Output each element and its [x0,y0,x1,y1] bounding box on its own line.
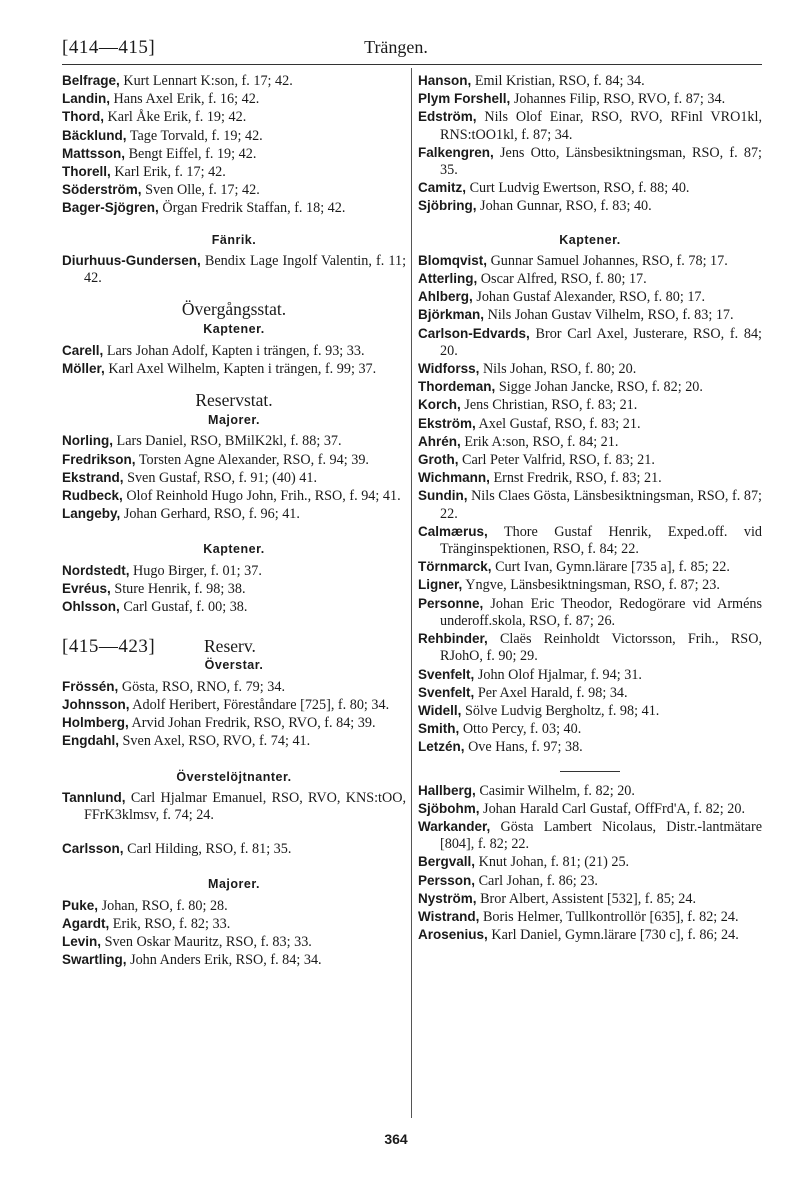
entry-surname: Bergvall, [418,854,476,870]
section-heading-kaptener: Kaptener. [203,322,265,337]
section-reserv [62,636,406,658]
register-entry [418,72,762,90]
section-range: [415—423] [62,636,156,658]
entry-details: Sven Olle, f. 17; 42. [145,182,260,199]
register-entry [418,926,762,944]
entry-details: Olof Reinhold Hugo John, Frih., RSO, f. 94; 41. [126,488,401,505]
entry-details: Sigge Johan Jancke, RSO, f. 82; 20. [498,379,703,396]
entry-surname: Diurhuus-Gundersen, [62,252,201,268]
entry-surname: Calmærus, [418,523,488,539]
entry-details: Sven Gustaf, RSO, f. 91; (40) 41. [127,469,318,486]
entry-details: Torsten Agne Alexander, RSO, f. 94; 39. [138,451,369,468]
entry-surname: Langeby, [62,506,121,522]
section-heading-kaptener: Kaptener. [559,232,621,247]
register-entry [62,145,406,163]
entry-surname: Ligner, [418,577,463,593]
entry-details: Bror Carl Axel, Justerare, RSO, f. 84; 20. [440,325,762,359]
entry-details: Per Axel Harald, f. 98; 34. [477,684,628,701]
entry-surname: Ohlsson, [62,599,120,615]
entry-details: Örgan Fredrik Staffan, f. 18; 42. [162,200,346,217]
register-entry [62,90,406,108]
register-entry [62,505,406,523]
entry-surname: Widell, [418,702,462,718]
entry-details: Erik A:son, RSO, f. 84; 21. [464,433,619,450]
entry-details: Claës Reinholdt Victorsson, Frih., RSO, RJohO, f. 90; 29. [440,631,762,665]
entry-surname: Holmberg, [62,715,129,731]
entry-surname: Svenfelt, [418,666,475,682]
entry-details: Bengt Eiffel, f. 19; 42. [128,145,257,162]
entry-details: Axel Gustaf, RSO, f. 83; 21. [478,415,641,432]
page-range: [414—415] [62,37,156,58]
entry-details: Erik, RSO, f. 82; 33. [112,915,231,932]
entry-details: Otto Percy, f. 03; 40. [462,721,582,738]
register-entry [62,714,406,732]
register-entry [418,782,762,800]
register-entry [418,738,762,756]
register-entry [418,415,762,433]
entry-details: Nils Johan, RSO, f. 80; 20. [482,361,637,378]
entry-surname: Edström, [418,109,477,125]
entry-surname: Hanson, [418,73,472,88]
entry-surname: Möller, [62,360,105,376]
register-entry [418,872,762,890]
entry-surname: Nordstedt, [62,562,130,578]
register-entry [62,897,406,915]
register-entry [418,252,762,270]
entry-details: Curt Ludvig Ewertson, RSO, f. 88; 40. [469,180,690,197]
entry-details: Carl Gustaf, f. 00; 38. [123,599,248,616]
section-heading-reservstat: Reservstat. [195,390,273,411]
register-entry [62,933,406,951]
entry-surname: Blomqvist, [418,252,488,268]
entry-surname: Bager-Sjögren, [62,200,159,216]
entry-details: Carl Johan, f. 86; 23. [478,872,598,889]
entry-surname: Ahlberg, [418,289,473,305]
entry-surname: Agardt, [62,915,110,931]
entry-details: Johannes Filip, RSO, RVO, f. 87; 34. [513,91,726,108]
register-entry [62,199,406,217]
entry-details: Ove Hans, f. 97; 38. [468,739,583,756]
entry-details: Lars Johan Adolf, Kapten i trängen, f. 93; 33. [106,342,365,359]
entry-surname: Carlsson, [62,841,124,857]
entry-surname: Fredrikson, [62,451,136,467]
entry-surname: Belfrage, [62,73,120,88]
entry-surname: Sjöbring, [418,198,477,214]
register-entry [418,288,762,306]
entry-details: Karl Erik, f. 17; 42. [114,164,226,181]
register-entry [62,598,406,616]
entry-details: Nils Olof Einar, RSO, RVO, RFinl VRO1kl, RNS:tOO1kl, f. 87; 34. [440,109,762,143]
entry-surname: Svenfelt, [418,684,475,700]
register-entry [418,523,762,558]
register-entry [418,360,762,378]
entry-details: Johan Gustaf Alexander, RSO, f. 80; 17. [476,289,706,306]
entry-surname: Frössén, [62,678,119,694]
entry-details: Arvid Johan Fredrik, RSO, RVO, f. 84; 39. [131,715,376,732]
entry-surname: Ahrén, [418,433,461,449]
column-divider [411,68,412,1118]
register-entry [418,800,762,818]
register-entry [418,108,762,143]
entry-details: Carl Hilding, RSO, f. 81; 35. [127,841,292,858]
entry-details: Bendix Lage Ingolf Valentin, f. 11; 42. [84,252,407,287]
entry-surname: Persson, [418,872,476,888]
page-number: 364 [384,1131,408,1147]
entry-details: Nils Johan Gustav Vilhelm, RSO, f. 83; 17. [487,307,734,324]
register-entry [418,908,762,926]
entry-details: Jens Otto, Länsbesiktningsman, RSO, f. 87; 35. [440,144,763,179]
section-heading-overgangsstat: Övergångsstat. [181,299,287,320]
entry-surname: Warkander, [418,818,491,834]
entry-surname: Nyström, [418,890,477,906]
section-heading-overstar: Överstar. [204,658,264,673]
entry-surname: Letzén, [418,739,465,755]
entry-details: Johan Eric Theodor, Redogörare vid Arméns underoff.skola, RSO, f. 87; 26. [440,595,762,629]
entry-details: Boris Helmer, Tullkontrollör [635], f. 82; 24. [482,908,739,925]
register-entry [418,666,762,684]
entry-details: Hans Axel Erik, f. 16; 42. [113,91,260,108]
register-entry [62,580,406,598]
entry-surname: Korch, [418,397,461,413]
right-column [418,72,762,944]
left-column [62,72,406,969]
register-entry [418,90,762,108]
register-entry [62,72,406,90]
entry-details: Gösta, RSO, RNO, f. 79; 34. [121,678,285,695]
entry-details: Lars Daniel, RSO, BMilK2kl, f. 88; 37. [116,433,342,450]
entry-details: Carl Peter Valfrid, RSO, f. 83; 21. [462,452,655,469]
entry-details: Adolf Heribert, Föreståndare [725], f. 80; 34. [132,696,390,713]
register-entry [418,720,762,738]
register-entry [62,432,406,450]
register-entry [418,702,762,720]
register-entry [62,915,406,933]
register-entry [418,325,762,360]
register-entry [62,678,406,696]
entry-surname: Johnsson, [62,696,130,712]
register-entry [418,144,762,179]
entry-details: Johan Gerhard, RSO, f. 96; 41. [123,506,300,523]
entry-details: Yngve, Länsbesiktningsman, RSO, f. 87; 23. [465,577,720,594]
register-entry [418,270,762,288]
entry-details: Sven Oskar Mauritz, RSO, f. 83; 33. [104,933,312,950]
section-heading-overstelojtnanter: Överstelöjtnanter. [176,769,292,784]
entry-details: Jens Christian, RSO, f. 83; 21. [464,397,638,414]
entry-surname: Rudbeck, [62,488,123,504]
register-entry [418,306,762,324]
section-heading-majorer: Majorer. [208,413,260,428]
entry-details: Bror Albert, Assistent [532], f. 85; 24. [480,890,697,907]
entry-details: Tage Torvald, f. 19; 42. [129,127,263,144]
register-entry [418,558,762,576]
entry-surname: Falkengren, [418,144,494,160]
register-entry [62,696,406,714]
register-entry [418,853,762,871]
register-entry [62,342,406,360]
section-divider [560,771,620,772]
entry-details: Hugo Birger, f. 01; 37. [133,562,262,579]
entry-details: Karl Daniel, Gymn.lärare [730 c], f. 86; 24. [491,927,739,944]
entry-details: Johan Gunnar, RSO, f. 83; 40. [480,198,652,215]
register-entry [62,108,406,126]
entry-details: Johan, RSO, f. 80; 28. [101,897,228,914]
entry-details: John Anders Erik, RSO, f. 84; 34. [130,952,322,969]
entry-surname: Tannlund, [62,789,126,805]
entry-surname: Wistrand, [418,908,480,924]
register-entry [418,630,762,665]
section-title: Reserv. [204,636,256,657]
entry-details: Karl Åke Erik, f. 19; 42. [107,109,247,126]
entry-details: Johan Harald Carl Gustaf, OffFrd'A, f. 82; 20. [483,800,746,817]
entry-details: Emil Kristian, RSO, f. 84; 34. [474,73,645,89]
entry-details: Ernst Fredrik, RSO, f. 83; 21. [493,470,662,487]
entry-surname: Wichmann, [418,470,490,486]
register-entry [418,396,762,414]
entry-details: Carl Hjalmar Emanuel, RSO, RVO, KNS:tOO, FFrK3klmsv, f. 74; 24. [84,789,407,823]
entry-surname: Carlson-Edvards, [418,325,530,341]
entry-details: Knut Johan, f. 81; (21) 25. [478,854,630,871]
register-entry [62,732,406,750]
register-entry [418,378,762,396]
register-entry [418,451,762,469]
register-entry [418,595,762,630]
entry-details: Casimir Wilhelm, f. 82; 20. [479,782,635,799]
entry-surname: Arosenius, [418,927,488,943]
entry-surname: Ekstrand, [62,469,124,485]
entry-surname: Thordeman, [418,379,496,395]
register-entry [418,890,762,908]
register-entry [62,840,406,858]
register-entry [418,179,762,197]
entry-surname: Norling, [62,433,113,449]
entry-surname: Plym Forshell, [418,91,511,107]
section-heading-majorer: Majorer. [208,877,260,892]
entry-surname: Thorell, [62,164,111,180]
register-entry [418,487,762,522]
entry-surname: Levin, [62,933,102,949]
register-entry [62,181,406,199]
register-entry [62,360,406,378]
register-entry [62,163,406,181]
entry-surname: Atterling, [418,271,478,287]
register-entry [62,951,406,969]
entry-surname: Mattsson, [62,145,126,161]
entry-details: John Olof Hjalmar, f. 94; 31. [477,666,642,683]
entry-surname: Carell, [62,342,104,358]
entry-surname: Groth, [418,452,459,468]
entry-surname: Törnmarck, [418,559,492,575]
entry-details: Gunnar Samuel Johannes, RSO, f. 78; 17. [490,252,728,269]
entry-details: Curt Ivan, Gymn.lärare [735 a], f. 85; 22. [495,559,730,576]
entry-details: Nils Claes Gösta, Länsbesiktningsman, RSO, f. 87; 22. [440,488,762,522]
register-entry [418,684,762,702]
entry-surname: Rehbinder, [418,631,488,647]
entry-surname: Sjöbohm, [418,800,480,816]
register-entry [418,818,762,853]
register-entry [418,197,762,215]
register-entry [418,469,762,487]
register-entry [62,127,406,145]
entry-surname: Personne, [418,595,484,611]
entry-surname: Björkman, [418,307,485,323]
entry-surname: Evréus, [62,580,111,596]
entry-surname: Sundin, [418,488,468,504]
register-entry [62,487,406,505]
entry-surname: Swartling, [62,952,127,968]
entry-surname: Puke, [62,897,99,913]
entry-surname: Camitz, [418,180,467,196]
entry-surname: Hallberg, [418,782,476,798]
section-heading-fanrik: Fänrik. [211,232,257,247]
entry-details: Sture Henrik, f. 98; 38. [114,580,246,597]
register-entry [62,451,406,469]
section-heading-kaptener: Kaptener. [203,542,265,557]
entry-details: Sven Axel, RSO, RVO, f. 74; 41. [122,733,311,750]
register-entry [418,576,762,594]
entry-details: Oscar Alfred, RSO, f. 80; 17. [480,271,647,288]
entry-surname: Bäcklund, [62,127,127,143]
header-rule [62,64,762,65]
entry-surname: Engdahl, [62,733,119,749]
entry-surname: Söderström, [62,182,142,198]
register-entry [62,252,406,287]
entry-surname: Ekström, [418,415,476,431]
register-entry [62,789,406,824]
entry-details: Kurt Lennart K:son, f. 17; 42. [123,73,293,89]
entry-details: Karl Axel Wilhelm, Kapten i trängen, f. 99; 37. [108,360,377,377]
page-title: Trängen. [364,37,428,57]
register-entry [418,433,762,451]
register-entry [62,469,406,487]
entry-details: Gösta Lambert Nicolaus, Distr.-lantmätare [804], f. 82; 22. [440,818,762,853]
entry-surname: Thord, [62,109,104,125]
entry-surname: Widforss, [418,361,480,377]
entry-details: Thore Gustaf Henrik, Exped.off. vid Tränginspektionen, RSO, f. 84; 22. [440,523,762,558]
entry-surname: Smith, [418,721,460,737]
register-entry [62,562,406,580]
entry-details: Sölve Ludvig Bergholtz, f. 98; 41. [464,702,660,719]
entry-surname: Landin, [62,91,110,107]
